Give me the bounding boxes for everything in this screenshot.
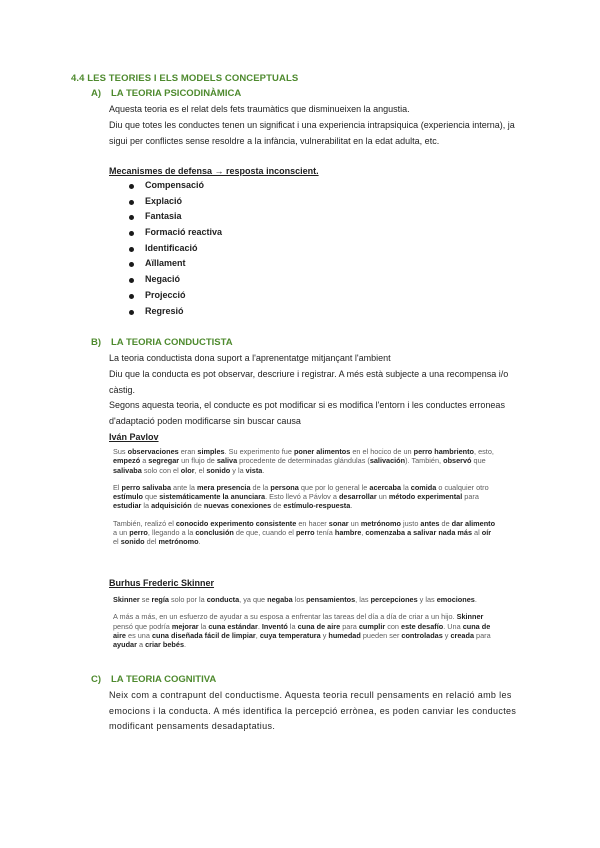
- section-a-title: LA TEORIA PSICODINÀMICA: [111, 88, 242, 99]
- section-b-heading: [91, 337, 233, 348]
- section-c-title: LA TEORIA COGNITIVA: [111, 674, 217, 685]
- bullet-icon: [129, 215, 134, 220]
- skinner-quote-paragraph-2: A más a más, en un esfuerzo de ayudar a su esposa a enfrentar las tareas del día a día de criar a un hijo. Skinner pensó que podría mejorar la cuna estándar. Inventó la cuna de aire para cumplir con este desafío. Una cuna de aire es una cuna diseñada fácil de limpiar, cuya temperatura y humedad pueden ser controladas y creada para ayudar a criar bebés.: [113, 612, 491, 650]
- skinner-quote-paragraph-1: Skinner se regía solo por la conducta, ya que negaba los pensamientos, las percepciones y las emociones.: [113, 595, 477, 604]
- section-a-letter: A): [91, 88, 102, 99]
- section-b-title: LA TEORIA CONDUCTISTA: [111, 337, 233, 348]
- pavlov-title: Iván Pavlov: [109, 432, 159, 442]
- section-a-paragraph-1: Aquesta teoria es el relat dels fets traumàtics que disminueixen la angustia.: [109, 104, 410, 114]
- section-b-letter: B): [91, 337, 102, 348]
- section-c-letter: C): [91, 674, 102, 685]
- bullet-icon: [129, 278, 134, 283]
- bullet-icon: [129, 310, 134, 315]
- skinner-quote: [113, 595, 498, 657]
- section-a-heading: [91, 88, 241, 99]
- section-c-heading: [91, 674, 216, 685]
- pavlov-quote: [113, 447, 498, 555]
- section-b-paragraph-3: Segons aquesta teoria, el conducte es pot modificar si es modifica l'entorn i les conductes erroneas d'adaptació poden modificarse sin buscar causa: [109, 400, 505, 426]
- pavlov-quote-paragraph-1: Sus observaciones eran simples. Su experimento fue poner alimentos en el hocico de un perro hambriento, esto, empezó a segregar un flujo de saliva procedente de determinadas glándulas (salivación). También, observó que salivaba solo con el olor, el sonido y la vista.: [113, 447, 494, 475]
- bullet-icon: [129, 294, 134, 299]
- bullet-icon: [129, 200, 134, 205]
- section-b-paragraph-1: La teoria conductista dona suport a l'aprenentatge mitjançant l'ambient: [109, 353, 391, 363]
- bullet-icon: [129, 231, 134, 236]
- bullet-icon: [129, 262, 134, 267]
- defense-mechanisms-title: Mecanismes de defensa → resposta inconscient.: [109, 166, 319, 176]
- section-c-paragraph-1: Neix com a contrapunt del conductisme. Aquesta teoria recull pensaments en relació amb les emocions i la conducta. A més identifica la percepció errònea, es poden canviar les conductes modificant pensaments desadaptatius.: [109, 690, 517, 731]
- pavlov-quote-paragraph-2: El perro salivaba ante la mera presencia de la persona que por lo general le acercaba la comida o cualquier otro estímulo que sistemáticamente la anunciara. Esto llevó a Pávlov a desarrollar un método experimental para estudiar la adquisición de nuevas conexiones de estímulo-respuesta.: [113, 482, 489, 511]
- document-page: 4.4 LES TEORIES I ELS MODELS CONCEPTUALS A) LA TEORIA PSICODINÀMICA Aquesta teoria es el relat dels fets traumàtics que disminueixen la angustia. Diu que totes les conductes tenen un significat i una experiencia intrapsiquica (experiencia interna), ja sigui per conflictes sense resoldre a la infància, vulnerabilitat en la edat adulta, etc. Mecanismes de defensa → resposta inconscient. Compensació Explació Fantasia Formació reactiva Identificació Aïllament Negació Projecció Regresió B) LA TEORIA CONDUCTISTA La teoria conductista dona suport a l'aprenentatge mitjançant l'ambient Diu que la conducta es pot observar, descriure i registrar. A més està subjecte a una recompensa i/o càstig. Segons aquesta teoria, el conducte es pot modificar si es modifica l'entorn i les conductes erroneas d'adaptació poden modificarse sin buscar causa Iván Pavlov Sus observaciones eran simples. Su experimento fue poner alimentos en el hocico de un perro hambriento, esto, empezó a segregar un flujo de saliva procedente de determinadas glándulas (salivación). También, observó que salivaba solo con el olor, el sonido y la vista. El perro salivaba ante la mera presencia de la persona que por lo general le acercaba la comida o cualquier otro estímulo que sistemáticamente la anunciara. Esto llevó a Pávlov a desarrollar un método experimental para estudiar la adquisición de nuevas conexiones de estímulo-respuesta. También, realizó el conocido experimento consistente en hacer sonar un metrónomo justo antes de dar alimento a un perro, llegando a la conclusión de que, cuando el perro tenía hambre, comenzaba a salivar nada más al oír el sonido del metrónomo. Burhus Frederic Skinner Skinner se regía solo por la conducta, ya que negaba los pensamientos, las percepciones y las emociones. A más a más, en un esfuerzo de ayudar a su esposa a enfrentar las tareas del día a día de criar a un hijo. Skinner pensó que podría mejorar la cuna estándar. Inventó la cuna de aire para cumplir con este desafío. Una cuna de aire es una cuna diseñada fácil de limpiar, cuya temperatura y humedad pueden ser controladas y creada para ayudar a criar bebés. C) LA TEORIA COGNITIVA Neix com a contrapunt del conductisme. Aquesta teoria recull pensaments en relació amb les emocions i la conducta. A més identifica la percepció errònea, es poden canviar les conductes modificant pensaments desadaptatius.: [0, 0, 600, 848]
- pavlov-quote-paragraph-3: También, realizó el conocido experimento consistente en hacer sonar un metrónomo justo antes de dar alimento a un perro, llegando a la conclusión de que, cuando el perro tenía hambre, comenzaba a salivar nada más al oír el sonido del metrónomo.: [113, 518, 496, 547]
- skinner-title: Burhus Frederic Skinner: [109, 578, 215, 588]
- bullet-icon: [129, 184, 134, 189]
- section-b-paragraph-2: Diu que la conducta es pot observar, descriure i registrar. A més està subjecte a una recompensa i/o càstig.: [109, 369, 509, 395]
- section-a-paragraph-2: Diu que totes les conductes tenen un significat i una experiencia intrapsiquica (experiencia interna), ja sigui per conflictes sense resoldre a la infància, vulnerabilitat en la edat adulta, etc.: [109, 120, 515, 146]
- bullet-icon: [129, 247, 134, 252]
- page-heading: 4.4 LES TEORIES I ELS MODELS CONCEPTUALS: [71, 73, 299, 84]
